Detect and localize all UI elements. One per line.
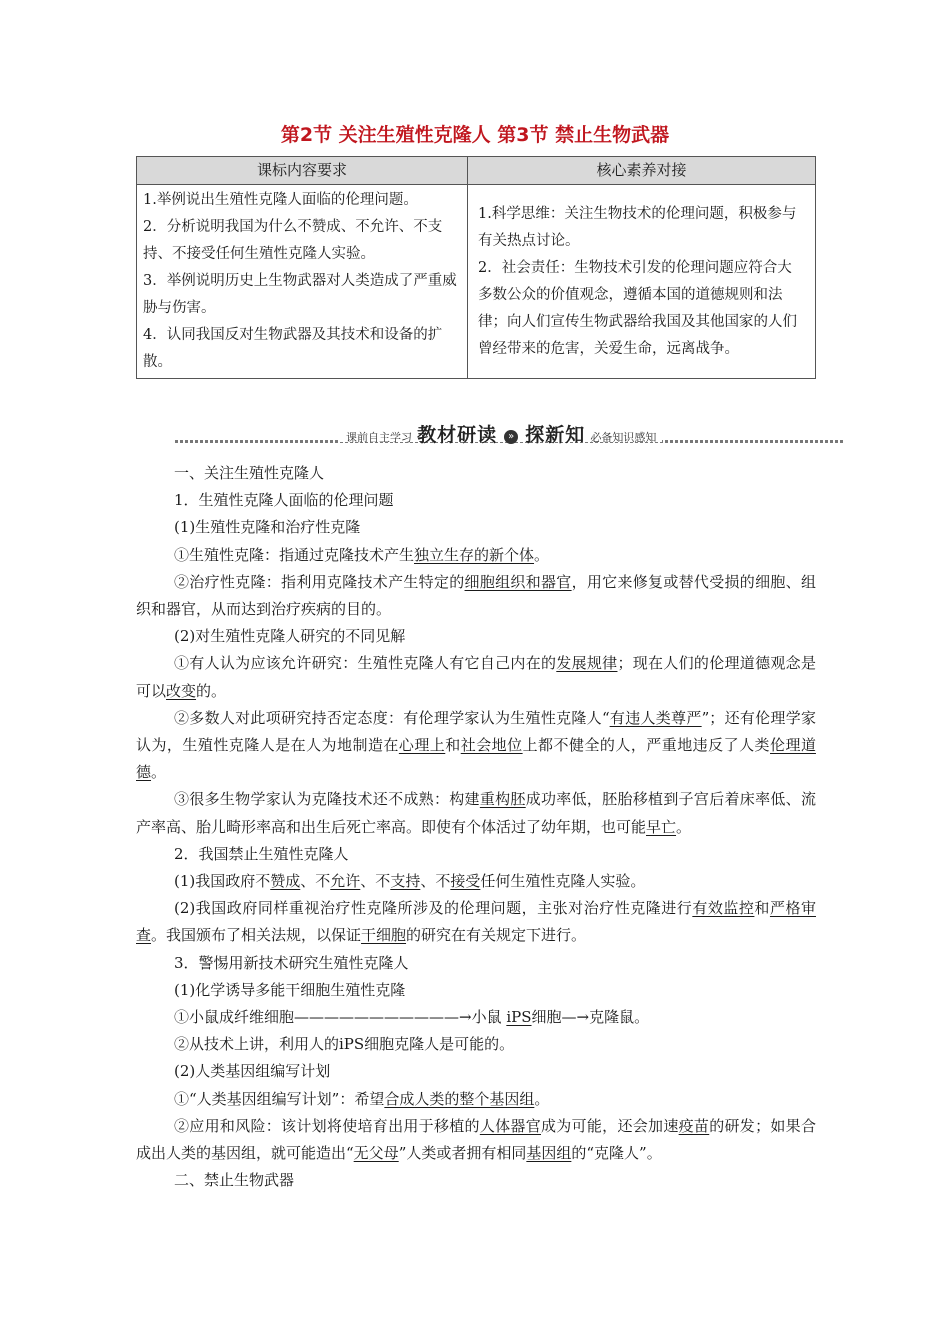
banner-main-label-1: 教材研读 (417, 424, 498, 446)
text-run: ；现在人们的伦理道德观念是可以 (136, 654, 816, 700)
paragraph (136, 895, 816, 949)
answer-underline: 重构胚 (479, 790, 526, 809)
page-title: 第2节 关注生殖性克隆人 第3节 禁止生物武器 (280, 124, 670, 146)
answer-underline: 无父母 (353, 1144, 399, 1163)
answer-underline: 接受 (450, 872, 481, 891)
banner-right-label: 必备知识感知 (590, 431, 657, 444)
text-run: 、不 (300, 872, 331, 891)
table-header-requirements: 课标内容要求 (137, 157, 468, 185)
text-run: 。 (534, 1089, 550, 1108)
requirement-item: 2．分析说明我国为什么不赞成、不允许、不支持、不接受任何生殖性克隆人实验。 (143, 219, 443, 262)
text-run: (2)人类基因组编写计划 (174, 1062, 331, 1081)
paragraph (136, 1167, 816, 1194)
text-run: 成功率低，胚胎移植到子宫后着床率低、流产率高、胎儿畸形率高和出生后死亡率高。即使有个体活过了幼年期，也可能 (136, 790, 816, 836)
text-run: (2)对生殖性克隆人研究的不同见解 (174, 627, 406, 646)
text-run: 的研发；如果合成出人类的基因组，就可能造出“ (136, 1116, 816, 1163)
text-run: 二、禁止生物武器 (174, 1171, 295, 1190)
text-run: 和 (754, 899, 770, 918)
text-run: 任何生殖性克隆人实验。 (480, 872, 646, 891)
text-run: 和 (445, 736, 461, 755)
text-run: 。 (151, 763, 167, 782)
paragraph (136, 705, 816, 787)
paragraph (136, 542, 816, 569)
paragraph (136, 650, 816, 704)
answer-underline: 发展规律 (556, 654, 618, 673)
text-run: ③很多生物学家认为克隆技术还不成熟：构建 (174, 790, 480, 809)
answer-underline: 有效监控 (692, 899, 755, 918)
text-run: ①小鼠成纤维细胞———————————→小鼠 (174, 1008, 507, 1027)
requirements-cell (137, 185, 468, 379)
text-run: 2．我国禁止生殖性克隆人 (174, 844, 349, 863)
body-text (136, 460, 816, 1194)
text-run: 的“克隆人”。 (571, 1144, 662, 1163)
answer-underline: 心理上 (398, 736, 446, 755)
text-run: ②治疗性克隆：指利用克隆技术产生特定的 (174, 572, 465, 591)
banner-text (340, 420, 662, 446)
paragraph (136, 841, 816, 868)
text-run: 3．警惕用新技术研究生殖性克隆人 (174, 953, 409, 972)
banner-main-label-2: 探新知 (525, 424, 586, 446)
paragraph (136, 514, 816, 541)
curriculum-table (136, 156, 816, 379)
answer-underline: 人体器官 (479, 1116, 541, 1135)
paragraph (136, 1031, 816, 1058)
text-run: 、不 (360, 872, 391, 891)
answer-underline: 赞成 (270, 872, 301, 891)
double-chevron-icon: » (504, 430, 518, 444)
paragraph (136, 460, 816, 487)
paragraph (136, 868, 816, 895)
text-run: 一、关注生殖性克隆人 (174, 464, 325, 482)
text-run: ②应用和风险：该计划将使培育出用于移植的 (174, 1116, 480, 1135)
answer-underline: 细胞组织和器官 (464, 572, 572, 591)
text-run: 1．生殖性克隆人面临的伦理问题 (174, 491, 394, 510)
text-run: ”；还有伦理学家认为，生殖性克隆人是在人为地制造在 (136, 708, 816, 755)
answer-underline: 早亡 (646, 817, 677, 836)
paragraph (136, 1058, 816, 1085)
paragraph (136, 487, 816, 514)
paragraph (136, 977, 816, 1004)
competencies-cell (468, 185, 816, 379)
paragraph (136, 950, 816, 977)
requirement-item: 4．认同我国反对生物武器及其技术和设备的扩散。 (143, 327, 443, 370)
paragraph (136, 786, 816, 840)
answer-underline: 允许 (330, 872, 361, 891)
paragraph (136, 1113, 816, 1167)
text-run: 的研究在有关规定下进行。 (406, 926, 587, 945)
section-banner (175, 420, 845, 446)
text-run: (1)化学诱导多能干细胞生殖性克隆 (174, 980, 406, 999)
answer-underline: 干细胞 (361, 926, 407, 945)
text-run: ①生殖性克隆：指通过克隆技术产生 (174, 545, 415, 564)
answer-underline: 疫苗 (678, 1116, 710, 1135)
banner-left-label: 课前自主学习 (346, 431, 412, 444)
text-run: 。 (676, 817, 692, 836)
table-header-competencies: 核心素养对接 (468, 157, 816, 185)
paragraph (136, 1086, 816, 1113)
text-run: ②多数人对此项研究持否定态度：有伦理学家认为生殖性克隆人“ (174, 708, 610, 727)
answer-underline: 合成人类的整个基因组 (384, 1089, 535, 1108)
answer-underline: 独立生存的新个体 (414, 545, 535, 564)
answer-underline: 支持 (390, 872, 421, 891)
text-run: ①有人认为应该允许研究：生殖性克隆人有它自己内在的 (174, 654, 557, 673)
paragraph (136, 569, 816, 623)
answer-underline: iPS (506, 1008, 532, 1027)
text-run: 上都不健全的人，严重地违反了人类 (522, 736, 771, 755)
competency-item: 2．社会责任：生物技术引发的伦理问题应符合大多数公众的价值观念，遵循本国的道德规则和法律；向人们宣传生物武器给我国及其他国家的人们曾经带来的危害，关爱生命，远离战争。 (478, 259, 797, 357)
competency-item: 1.科学思维：关注生物技术的伦理问题，积极参与有关热点讨论。 (478, 205, 797, 249)
text-run: (1)生殖性克隆和治疗性克隆 (174, 518, 361, 537)
text-run: 细胞—→克隆鼠。 (531, 1008, 650, 1027)
answer-underline: 基因组 (526, 1144, 572, 1163)
text-run: 。 (534, 545, 550, 564)
text-run: ，用它来修复或替代受损的细胞、组织和器官，从而达到治疗疾病的目的。 (136, 572, 816, 619)
paragraph (136, 1004, 816, 1031)
answer-underline: 严格审查 (136, 899, 816, 945)
answer-underline: 有违人类尊严 (609, 708, 702, 727)
text-run: (1)我国政府不 (174, 872, 271, 891)
answer-underline: 改变 (166, 681, 197, 700)
requirement-item: 3．举例说明历史上生物武器对人类造成了严重威胁与伤害。 (143, 273, 457, 316)
text-run: (2)我国政府同样重视治疗性克隆所涉及的伦理问题，主张对治疗性克隆进行 (174, 899, 693, 918)
text-run: 。我国颁布了相关法规，以保证 (151, 926, 362, 945)
text-run: 的。 (196, 681, 227, 700)
text-run: ”人类或者拥有相同 (398, 1144, 527, 1163)
text-run: 成为可能，还会加速 (541, 1116, 679, 1135)
answer-underline: 伦理道德 (136, 736, 816, 782)
text-run: 、不 (420, 872, 451, 891)
paragraph (136, 623, 816, 650)
text-run: ②从技术上讲，利用人的iPS细胞克隆人是可能的。 (174, 1035, 515, 1054)
requirement-item: 1.举例说出生殖性克隆人面临的伦理问题。 (143, 192, 418, 208)
answer-underline: 社会地位 (460, 736, 523, 755)
text-run: ①“人类基因组编写计划”：希望 (174, 1089, 385, 1108)
